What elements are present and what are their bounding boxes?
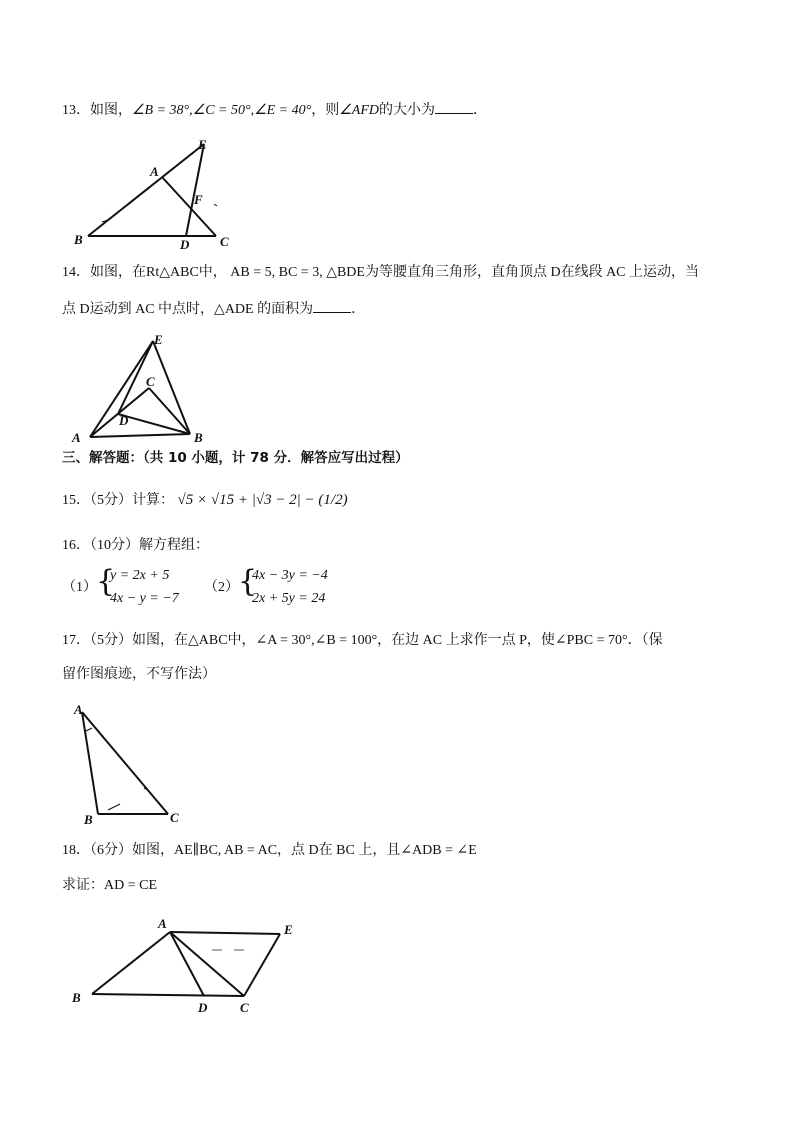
q16-part2-eq1: 4x − 3y = −4 xyxy=(252,568,328,583)
q14-figure xyxy=(62,328,222,446)
q17-label-A: A xyxy=(74,702,83,717)
q18-label-D: D xyxy=(198,1000,208,1015)
q16-part1-eq2: 4x − y = −7 xyxy=(110,591,179,606)
q17-label-B: B xyxy=(84,812,93,827)
q14-label-A: A xyxy=(72,430,81,445)
q13-prefix: 13．如图， xyxy=(62,103,132,118)
q16-part2-brace: { xyxy=(238,564,258,599)
q13-label-B: B xyxy=(74,232,83,247)
question-17-line2: 留作图痕迹，不写作法） xyxy=(62,667,216,682)
q15-expression: √5 × √15 + |√3 − 2| − (1/2) xyxy=(177,492,348,508)
q13-end: ． xyxy=(473,103,487,118)
q16-part1-label: （1） xyxy=(62,580,97,595)
q18-label-B: B xyxy=(72,990,81,1005)
question-14-line2 xyxy=(62,298,365,320)
q14-label-D: D xyxy=(119,413,129,428)
q16-part2-eq2: 2x + 5y = 24 xyxy=(252,591,326,606)
q14-label-C: C xyxy=(146,374,155,389)
q13-label-D: D xyxy=(180,237,190,252)
q18-label-A: A xyxy=(158,916,167,931)
q18-label-C: C xyxy=(240,1000,249,1015)
q16-part2-label: （2） xyxy=(204,580,239,595)
q13-mid: ，则 xyxy=(311,103,340,118)
q14-line2-text: 点 D运动到 AC 中点时，△ADE 的面积为 xyxy=(62,302,314,317)
question-18-line1: 18．（6分）如图，AE∥BC, AB = AC，点 D在 BC 上，且∠ADB = ∠E xyxy=(62,843,477,858)
section-3-heading: 三、解答题：（共 10 小题，计 78 分．解答应写出过程） xyxy=(62,450,409,466)
q13-label-A: A xyxy=(150,164,159,179)
q17-figure xyxy=(62,698,192,828)
q18-figure xyxy=(62,912,308,1022)
question-14-line1: 14．如图，在Rt△ABC中， AB = 5, BC = 3, △BDE为等腰直角三角形，直角顶点 D在线段 AC 上运动，当 xyxy=(62,265,700,280)
question-17-line1: 17．（5分）如图，在△ABC中，∠A = 30°,∠B = 100°，在边 AC 上求作一点 P，使∠PBC = 70°．（保 xyxy=(62,633,663,648)
q14-label-B: B xyxy=(194,430,203,445)
question-16-text: 16．（10分）解方程组： xyxy=(62,538,209,553)
q14-label-E: E xyxy=(154,332,163,347)
question-18-line2: 求证：AD = CE xyxy=(62,878,158,893)
q13-label-E: E xyxy=(198,137,207,152)
q18-label-E: E xyxy=(284,922,293,937)
question-13-text xyxy=(62,99,487,121)
q13-label-F: F xyxy=(194,192,203,207)
q14-end: ． xyxy=(351,302,366,317)
q13-figure xyxy=(62,132,252,254)
q14-answer-blank xyxy=(313,298,351,313)
q13-answer-blank xyxy=(435,99,473,114)
q13-angle: ∠AFD xyxy=(339,103,379,118)
q16-part1-brace: { xyxy=(96,564,116,599)
q13-expression: ∠B = 38°,∠C = 50°,∠E = 40° xyxy=(132,103,312,118)
q17-label-C: C xyxy=(170,810,179,825)
question-15-text xyxy=(62,490,348,511)
q16-part1-eq1: y = 2x + 5 xyxy=(110,568,170,583)
q13-label-C: C xyxy=(220,234,229,249)
q13-suffix: 的大小为 xyxy=(379,103,435,118)
q15-label: 15．（5分）计算： xyxy=(62,493,174,508)
